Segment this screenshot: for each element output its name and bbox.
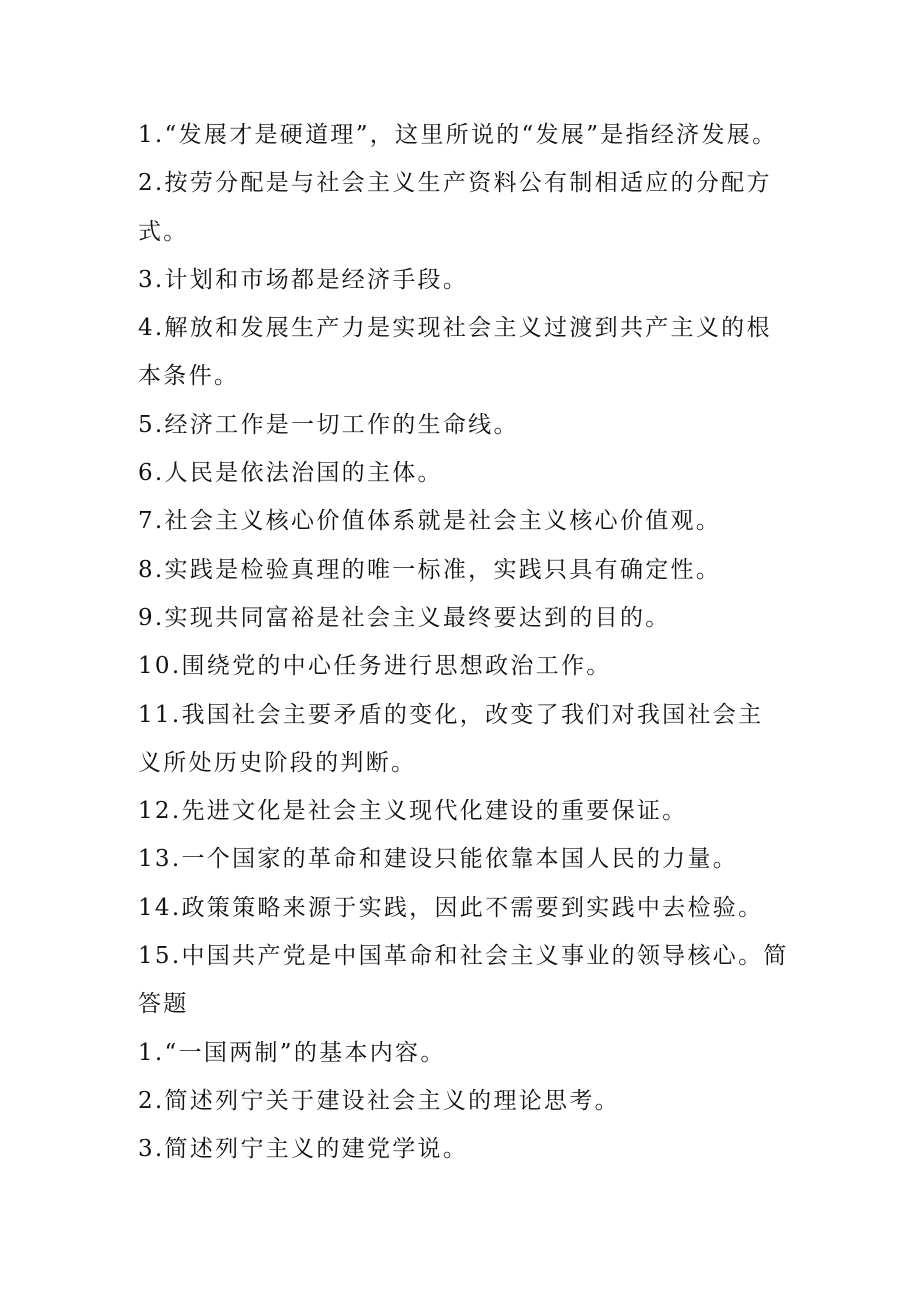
text-line: 式。 [138, 218, 189, 245]
text-line: 答题 [138, 991, 189, 1018]
text-line: 12.先进文化是社会主义现代化建设的重要保证。 [138, 798, 688, 825]
text-line: 3.计划和市场都是经济手段。 [138, 266, 469, 293]
text-line: 义所处历史阶段的判断。 [138, 749, 417, 776]
text-line: 10.围绕党的中心任务进行思想政治工作。 [138, 653, 612, 680]
text-line: 1.“一国两制”的基本内容。 [138, 1039, 446, 1066]
text-line: 7.社会主义核心价值体系就是社会主义核心价值观。 [138, 508, 722, 535]
document-body [138, 111, 798, 1174]
text-line: 8.实践是检验真理的唯一标准，实践只具有确定性。 [138, 556, 722, 583]
text-line: 2.按劳分配是与社会主义生产资料公有制相适应的分配方 [138, 170, 772, 197]
text-line: 1.“发展才是硬道理”，这里所说的“发展”是指经济发展。 [138, 122, 778, 148]
text-line: 14.政策策略来源于实践，因此不需要到实践中去检验。 [138, 894, 764, 921]
text-line: 15.中国共产党是中国革命和社会主义事业的领导核心。简 [138, 943, 789, 970]
text-line: 11.我国社会主要矛盾的变化，改变了我们对我国社会主 [138, 701, 764, 728]
text-line: 2.简述列宁关于建设社会主义的理论思考。 [138, 1087, 620, 1114]
text-line: 本条件。 [138, 363, 240, 390]
text-line: 13.一个国家的革命和建设只能依靠本国人民的力量。 [138, 846, 739, 873]
text-line: 4.解放和发展生产力是实现社会主义过渡到共产主义的根 [138, 315, 772, 342]
text-line: 6.人民是依法治国的主体。 [138, 460, 443, 487]
text-line: 3.简述列宁主义的建党学说。 [138, 1136, 469, 1163]
text-line: 9.实现共同富裕是社会主义最终要达到的目的。 [138, 604, 671, 631]
text-line: 5.经济工作是一切工作的生命线。 [138, 411, 519, 438]
